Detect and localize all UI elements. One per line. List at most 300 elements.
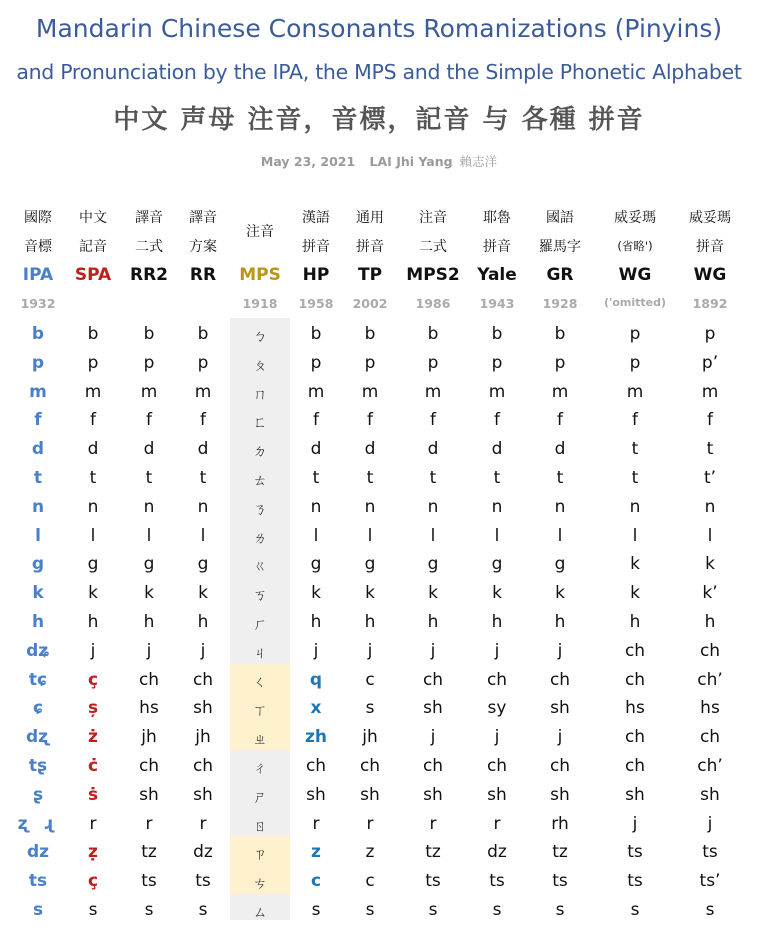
cell-r18-ipa-0: dz (26, 842, 50, 863)
cell-r0-wg-10: p (629, 324, 641, 344)
cell-r3-rr-3: f (200, 410, 206, 431)
cell-r1-mps-4: ㄆ (253, 357, 267, 374)
cell-r20-tp-6: s (365, 900, 375, 920)
cell-r7-hp-5: l (313, 525, 319, 546)
cell-r19-wg-11: ts’ (699, 871, 721, 892)
cell-r7-mps2-7: l (430, 525, 436, 546)
header-abbr-rr-3: RR (189, 265, 217, 285)
cell-r14-wg-11: ch (699, 727, 721, 748)
cell-r4-yale-8: d (491, 439, 503, 460)
cell-r4-tp-6: d (364, 439, 376, 460)
cell-r8-gr-9: g (554, 554, 566, 575)
cell-r0-mps-4: ㄅ (253, 329, 267, 345)
cell-r9-ipa-0: k (32, 583, 44, 604)
cell-r20-wg-11: s (705, 900, 715, 920)
cell-r13-ipa-0: ɕ (32, 698, 44, 719)
cell-r15-rr2-2: ch (138, 756, 160, 776)
cell-r10-hp-5: h (310, 612, 322, 632)
cell-r16-hp-5: sh (306, 784, 326, 805)
cell-r6-gr-9: n (554, 496, 566, 517)
cell-r11-rr-3: j (200, 640, 206, 661)
cell-r11-rr2-2: j (146, 640, 152, 661)
header-abbr-yale-8: Yale (477, 265, 517, 285)
cell-r2-gr-9: m (551, 381, 569, 402)
cell-r10-gr-9: h (554, 612, 566, 632)
header-abbr-ipa-0: IPA (22, 265, 54, 285)
cell-r0-hp-5: b (310, 324, 322, 344)
cell-r7-rr2-2: l (146, 525, 152, 546)
cell-r6-mps-4: ㄋ (253, 501, 267, 518)
cell-r17-wg-11: j (707, 813, 713, 834)
cell-r20-spa-1: s (88, 900, 98, 920)
cell-r13-tp-6: s (365, 698, 375, 719)
cell-r19-tp-6: c (365, 871, 375, 892)
cell-r5-yale-8: t (493, 468, 501, 488)
cell-r2-ipa-0: m (29, 381, 47, 402)
cell-r9-tp-6: k (365, 583, 375, 604)
cell-r7-rr-3: l (200, 525, 206, 546)
cell-r17-mps-4: ㄖ (253, 818, 267, 835)
cell-r2-hp-5: m (307, 381, 325, 402)
header-zh2-hp-5: 拼音 (302, 239, 330, 255)
cell-r20-mps-4: ㄙ (253, 905, 267, 921)
header-zh2-yale-8: 拼音 (483, 239, 511, 255)
header-year-hp-5: 1958 (298, 296, 334, 311)
cell-r11-hp-5: j (313, 640, 319, 661)
cell-r6-tp-6: n (364, 496, 376, 517)
cell-r16-mps-4: ㄕ (253, 789, 267, 806)
cell-r10-mps-4: ㄏ (253, 617, 267, 633)
cell-r13-hp-5: x (310, 698, 322, 719)
date: May 23, 2021 (260, 154, 356, 169)
cell-r20-yale-8: s (492, 900, 502, 920)
cell-r2-mps-4: ㄇ (253, 386, 267, 403)
cell-r15-ipa-0: tʂ (28, 756, 48, 776)
cell-r19-spa-1: ç (87, 871, 99, 892)
cell-r9-mps-4: ㄎ (253, 588, 267, 605)
cell-r19-mps-4: ㄘ (253, 876, 267, 893)
cell-r3-yale-8: f (494, 410, 500, 431)
cell-r4-spa-1: d (87, 439, 99, 460)
header-year-mps2-7: 1986 (415, 296, 451, 311)
cell-r12-tp-6: c (365, 669, 375, 690)
header-year-yale-8: 1943 (479, 296, 515, 311)
cell-r0-wg-11: p (704, 324, 716, 344)
cell-r0-rr2-2: b (143, 324, 155, 344)
title-line-2: and Pronunciation by the IPA, the MPS and the Simple Phonetic Alphabet (16, 60, 742, 84)
cell-r9-wg-10: k (630, 583, 640, 604)
cell-r15-wg-10: ch (624, 756, 646, 776)
cell-r15-gr-9: ch (549, 756, 571, 776)
cell-r0-yale-8: b (491, 324, 503, 344)
cell-r0-gr-9: b (554, 324, 566, 344)
cell-r0-spa-1: b (87, 324, 99, 344)
cell-r12-mps2-7: ch (422, 669, 444, 690)
cell-r4-gr-9: d (554, 439, 566, 460)
cell-r6-spa-1: n (87, 496, 99, 517)
cell-r20-ipa-0: s (32, 900, 44, 920)
cell-r2-wg-11: m (701, 381, 719, 402)
header-zh2-wg-10: (省略') (617, 239, 653, 253)
cell-r8-yale-8: g (491, 554, 503, 575)
cell-r9-rr2-2: k (144, 583, 154, 604)
cell-r17-rr2-2: r (145, 813, 153, 834)
header-zh1-rr-3: 譯音 (189, 210, 217, 226)
cell-r6-wg-10: n (629, 496, 641, 517)
cell-r19-mps2-7: ts (425, 871, 441, 892)
cell-r7-ipa-0: l (35, 525, 41, 546)
cell-r17-rr-3: r (199, 813, 207, 834)
header-zh2-ipa-0: 音標 (24, 239, 52, 255)
cell-r12-mps-4: ㄑ (253, 674, 267, 691)
cell-r1-wg-11: p’ (701, 352, 719, 373)
cell-r9-mps2-7: k (428, 583, 438, 604)
cell-r19-hp-5: c (310, 871, 322, 892)
cell-r17-tp-6: r (366, 813, 374, 834)
header-abbr-wg-10: WG (618, 265, 652, 285)
cell-r20-gr-9: s (555, 900, 565, 920)
cell-r14-mps-4: ㄓ (253, 732, 267, 749)
cell-r10-mps2-7: h (427, 612, 439, 632)
header-year-ipa-0: 1932 (20, 296, 56, 311)
cell-r3-mps-4: ㄈ (253, 415, 267, 432)
cell-r5-wg-11: t’ (703, 468, 717, 488)
cell-r17-hp-5: r (312, 813, 320, 834)
cell-r8-rr2-2: g (143, 554, 155, 575)
cell-r17-mps2-7: r (429, 813, 437, 834)
cell-r8-mps-4: ㄍ (253, 559, 267, 576)
cell-r17-wg-10: j (632, 813, 638, 834)
cell-r14-rr-3: jh (195, 727, 211, 748)
cell-r12-yale-8: ch (486, 669, 508, 690)
cell-r6-yale-8: n (491, 496, 503, 517)
cell-r9-hp-5: k (311, 583, 321, 604)
cell-r3-tp-6: f (367, 410, 373, 431)
cell-r13-yale-8: sy (487, 698, 507, 719)
cell-r6-ipa-0: n (31, 496, 45, 517)
cell-r0-rr-3: b (197, 324, 209, 344)
cell-r6-mps2-7: n (427, 496, 439, 517)
cell-r5-rr-3: t (199, 468, 207, 488)
cell-r0-ipa-0: b (31, 324, 45, 344)
header-year-mps-4: 1918 (242, 296, 278, 311)
cell-r5-mps2-7: t (429, 468, 437, 488)
cell-r12-wg-10: ch (624, 669, 646, 690)
cell-r2-spa-1: m (84, 381, 102, 402)
header-zh2-gr-9: 羅馬字 (539, 239, 581, 255)
cell-r16-yale-8: sh (487, 784, 507, 805)
cell-r11-wg-11: ch (699, 640, 721, 661)
header-zh1-wg-10: 威妥瑪 (614, 210, 656, 226)
cell-r7-gr-9: l (557, 525, 563, 546)
cell-r14-rr2-2: jh (141, 727, 157, 748)
cell-r15-spa-1: ċ (87, 756, 99, 776)
cell-r2-tp-6: m (361, 381, 379, 402)
cell-r16-spa-1: ṡ (87, 784, 99, 805)
header-zh2-mps2-7: 二式 (419, 239, 447, 255)
cell-r3-rr2-2: f (146, 410, 152, 431)
cell-r12-rr-3: ch (192, 669, 214, 690)
cell-r6-hp-5: n (310, 496, 322, 517)
cell-r3-mps2-7: f (430, 410, 436, 431)
header-abbr-rr2-2: RR2 (129, 265, 169, 285)
cell-r2-mps2-7: m (424, 381, 442, 402)
header-zh1-hp-5: 漢語 (302, 210, 330, 226)
cell-r3-gr-9: f (557, 410, 563, 431)
cell-r9-yale-8: k (492, 583, 502, 604)
cell-r13-rr-3: sh (193, 698, 213, 719)
cell-r13-mps-4: ㄒ (253, 703, 267, 720)
cell-r6-rr-3: n (197, 496, 209, 517)
cell-r12-ipa-0: tɕ (28, 669, 48, 690)
cell-r5-spa-1: t (89, 468, 97, 488)
cell-r6-rr2-2: n (143, 496, 155, 517)
header-zh1-ipa-0: 國際 (24, 210, 52, 226)
cell-r5-mps-4: ㄊ (253, 473, 267, 489)
cell-r10-rr2-2: h (143, 612, 155, 632)
cell-r8-spa-1: g (87, 554, 99, 575)
cell-r14-spa-1: ż (88, 727, 98, 748)
cell-r8-rr-3: g (197, 554, 209, 575)
cell-r7-mps-4: ㄌ (253, 530, 267, 547)
cell-r8-hp-5: g (310, 554, 322, 575)
header-zh1-yale-8: 耶魯 (483, 210, 511, 226)
cell-r15-mps-4: ㄔ (253, 761, 267, 777)
cell-r5-ipa-0: t (33, 468, 43, 488)
cell-r19-rr2-2: ts (141, 871, 157, 892)
title-line-1: Mandarin Chinese Consonants Romanizations (Pinyins) (35, 14, 723, 43)
cell-r16-gr-9: sh (550, 784, 570, 805)
header-abbr-tp-6: TP (357, 265, 383, 285)
cell-r10-spa-1: h (87, 612, 99, 632)
cell-r1-yale-8: p (491, 352, 503, 373)
cell-r9-gr-9: k (555, 583, 565, 604)
cell-r14-hp-5: zh (305, 727, 327, 748)
header-abbr-gr-9: GR (546, 265, 574, 285)
cell-r13-wg-10: hs (625, 698, 645, 719)
cell-r18-rr-3: dz (193, 842, 213, 863)
cell-r8-ipa-0: g (31, 554, 45, 575)
cell-r2-rr2-2: m (140, 381, 158, 402)
cell-r2-rr-3: m (194, 381, 212, 402)
cell-r2-yale-8: m (488, 381, 506, 402)
cell-r16-mps2-7: sh (423, 784, 443, 805)
cell-r4-mps-4: ㄉ (253, 444, 267, 461)
cell-r4-ipa-0: d (31, 439, 45, 460)
cell-r7-wg-10: l (632, 525, 638, 546)
cell-r16-rr2-2: sh (139, 784, 159, 805)
header-zh1-wg-11: 威妥瑪 (689, 210, 731, 226)
cell-r15-yale-8: ch (486, 756, 508, 776)
cell-r5-gr-9: t (556, 468, 564, 488)
header-year-tp-6: 2002 (352, 296, 388, 311)
cell-r18-mps-4: ㄗ (253, 847, 267, 864)
cell-r19-wg-10: ts (627, 871, 643, 892)
header-year-wg-10: ('omitted) (603, 296, 667, 309)
cell-r5-rr2-2: t (145, 468, 153, 488)
cell-r19-gr-9: ts (552, 871, 568, 892)
cell-r0-tp-6: b (364, 324, 376, 344)
cell-r19-ipa-0: ts (28, 871, 48, 892)
cell-r15-mps2-7: ch (422, 756, 444, 776)
cell-r11-spa-1: j (90, 640, 96, 661)
cell-r1-mps2-7: p (427, 352, 439, 373)
cell-r10-wg-10: h (629, 612, 641, 632)
cell-r1-rr2-2: p (143, 352, 155, 373)
cell-r1-ipa-0: p (31, 352, 45, 373)
cell-r8-mps2-7: g (427, 554, 439, 575)
header-abbr-mps2-7: MPS2 (406, 265, 460, 285)
cell-r18-wg-11: ts (702, 842, 718, 863)
cell-r16-wg-10: sh (625, 784, 645, 805)
cell-r8-wg-10: k (630, 554, 640, 575)
cell-r20-rr-3: s (198, 900, 208, 920)
cell-r10-wg-11: h (704, 612, 716, 632)
cell-r12-wg-11: ch’ (697, 669, 723, 690)
cell-r16-ipa-0: ʂ (32, 784, 44, 805)
cell-r8-wg-11: k (705, 554, 715, 575)
cell-r1-gr-9: p (554, 352, 566, 373)
cell-r7-tp-6: l (367, 525, 373, 546)
cell-r4-rr-3: d (197, 439, 209, 460)
cell-r11-wg-10: ch (624, 640, 646, 661)
cell-r11-mps-4: ㄐ (253, 645, 267, 662)
cell-r18-spa-1: ẓ (88, 842, 98, 863)
cell-r9-spa-1: k (88, 583, 98, 604)
cell-r4-rr2-2: d (143, 439, 155, 460)
cell-r10-ipa-0: h (31, 612, 45, 632)
header-abbr-mps-4: MPS (239, 265, 281, 285)
cell-r14-yale-8: j (494, 727, 500, 748)
cell-r13-mps2-7: sh (423, 698, 443, 719)
cell-r5-hp-5: t (312, 468, 320, 488)
header-zh1-rr2-2: 譯音 (135, 210, 163, 226)
header-zh2-tp-6: 拼音 (356, 239, 384, 255)
cell-r3-hp-5: f (313, 410, 319, 431)
cell-r12-hp-5: q (309, 669, 323, 690)
cell-r20-rr2-2: s (144, 900, 154, 920)
author: LAI Jhi Yang (369, 154, 453, 169)
cell-r1-hp-5: p (310, 352, 322, 373)
cell-r3-spa-1: f (90, 410, 96, 431)
cell-r11-yale-8: j (494, 640, 500, 661)
cell-r11-gr-9: j (557, 640, 563, 661)
cell-r18-rr2-2: tz (141, 842, 157, 863)
cell-r20-hp-5: s (311, 900, 321, 920)
header-year-wg-11: 1892 (692, 296, 728, 311)
cell-r9-wg-11: k’ (702, 583, 718, 604)
cell-r18-gr-9: tz (552, 842, 568, 863)
cell-r14-gr-9: j (557, 727, 563, 748)
header-zh2-spa-1: 記音 (79, 239, 107, 255)
cell-r7-wg-11: l (707, 525, 713, 546)
cell-r1-spa-1: p (87, 352, 99, 373)
cell-r15-wg-11: ch’ (697, 756, 723, 776)
cell-r17-yale-8: r (493, 813, 501, 834)
cell-r16-rr-3: sh (193, 784, 213, 805)
cell-r10-tp-6: h (364, 612, 376, 632)
cell-r11-tp-6: j (367, 640, 373, 661)
cell-r13-spa-1: ș (87, 698, 99, 719)
cell-r0-mps2-7: b (427, 324, 439, 344)
cell-r3-ipa-0: f (34, 410, 42, 431)
header-zh1-gr-9: 國語 (546, 210, 574, 226)
cell-r4-hp-5: d (310, 439, 322, 460)
cell-r1-wg-10: p (629, 352, 641, 373)
cell-r16-wg-11: sh (700, 784, 720, 805)
cell-r1-rr-3: p (197, 352, 209, 373)
cell-r12-spa-1: ç (87, 669, 99, 690)
cell-r20-wg-10: s (630, 900, 640, 920)
cell-r20-mps2-7: s (428, 900, 438, 920)
cell-r18-wg-10: ts (627, 842, 643, 863)
cell-r17-spa-1: r (89, 813, 97, 834)
cell-r15-hp-5: ch (305, 756, 327, 776)
cell-r14-ipa-0: dʐ (26, 727, 50, 748)
cell-r17-gr-9: rh (551, 813, 569, 834)
cell-r13-rr2-2: hs (139, 698, 159, 719)
cell-r4-wg-11: t (706, 439, 714, 460)
cell-r15-rr-3: ch (192, 756, 214, 776)
cell-r7-yale-8: l (494, 525, 500, 546)
cell-r14-wg-10: ch (624, 727, 646, 748)
cell-r18-mps2-7: tz (425, 842, 441, 863)
title-line-3: 中文 声母 注音，音標，記音 与 各種 拼音 (113, 105, 645, 135)
cell-r14-tp-6: jh (362, 727, 378, 748)
cell-r5-wg-10: t (631, 468, 639, 488)
header-zh1-mps2-7: 注音 (419, 210, 447, 226)
cell-r18-tp-6: z (365, 842, 375, 863)
header-zh2-rr-3: 方案 (189, 239, 217, 255)
cell-r8-tp-6: g (364, 554, 376, 575)
cell-r2-wg-10: m (626, 381, 644, 402)
cell-r11-ipa-0: dʑ (26, 640, 50, 661)
cell-r3-wg-11: f (707, 410, 713, 431)
cell-r11-mps2-7: j (430, 640, 436, 661)
cell-r1-tp-6: p (364, 352, 376, 373)
header-zh2-wg-11: 拼音 (696, 239, 724, 255)
header-zh1-tp-6: 通用 (356, 210, 384, 226)
header-zh1-spa-1: 中文 (79, 210, 107, 226)
header-abbr-wg-11: WG (693, 265, 727, 285)
cell-r19-rr-3: ts (195, 871, 211, 892)
cell-r19-yale-8: ts (489, 871, 505, 892)
cell-r10-rr-3: h (197, 612, 209, 632)
cell-r6-wg-11: n (704, 496, 716, 517)
cell-r3-wg-10: f (632, 410, 638, 431)
cell-r13-wg-11: hs (700, 698, 720, 719)
header-zh2-rr2-2: 二式 (135, 239, 163, 255)
cell-r17-ipa-0: ʐ ɻ (17, 813, 59, 834)
cell-r16-tp-6: sh (360, 784, 380, 805)
cell-r12-gr-9: ch (549, 669, 571, 690)
header-abbr-spa-1: SPA (74, 265, 112, 285)
cell-r7-spa-1: l (90, 525, 96, 546)
cell-r4-mps2-7: d (427, 439, 439, 460)
author-zh: 賴志洋 (459, 154, 498, 169)
cell-r4-wg-10: t (631, 439, 639, 460)
cell-r14-mps2-7: j (430, 727, 436, 748)
cell-r18-yale-8: dz (487, 842, 507, 863)
header-abbr-hp-5: HP (302, 265, 330, 285)
cell-r18-hp-5: z (311, 842, 321, 863)
cell-r5-tp-6: t (366, 468, 374, 488)
cell-r9-rr-3: k (198, 583, 208, 604)
header-zh-mps: 注音 (246, 224, 274, 240)
cell-r10-yale-8: h (491, 612, 503, 632)
header-year-gr-9: 1928 (542, 296, 578, 311)
cell-r13-gr-9: sh (550, 698, 570, 719)
